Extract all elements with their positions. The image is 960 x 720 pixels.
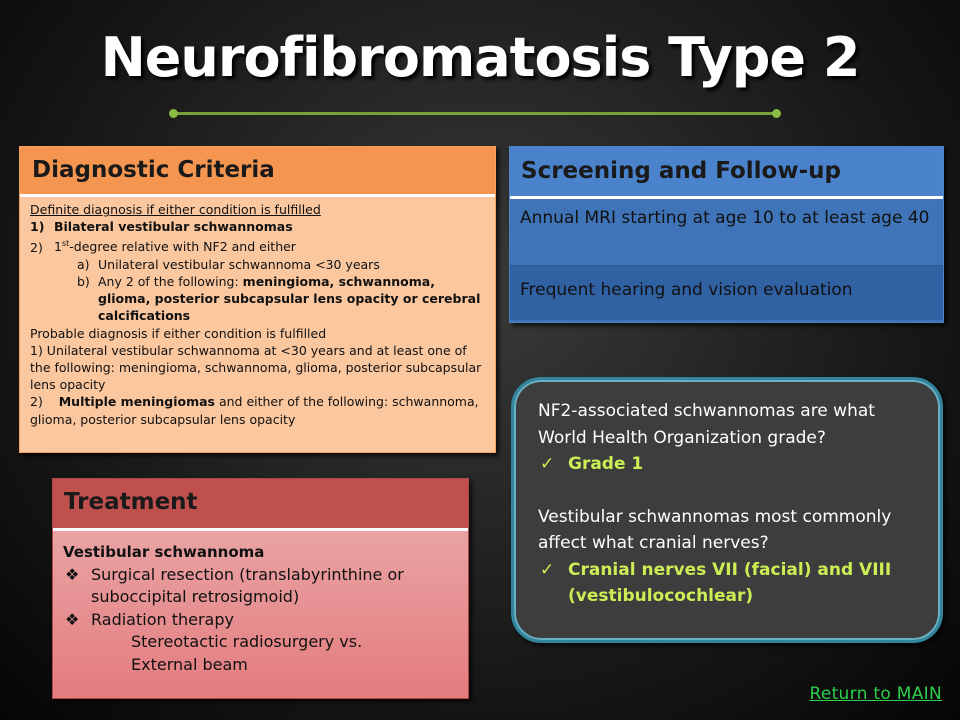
check-icon: ✓ — [540, 454, 555, 474]
quiz-question-2: Vestibular schwannomas most commonly affect what cranial nerves? — [538, 506, 892, 553]
page-title: Neurofibromatosis Type 2 — [100, 26, 860, 89]
treatment-subheading: Vestibular schwannoma — [63, 543, 265, 561]
quiz-answer-2: ✓ Cranial nerves VII (facial) and VIII (vestibulocochlear) — [538, 557, 928, 610]
screening-panel — [509, 146, 944, 323]
radiation-option-2: External beam — [131, 654, 248, 674]
diagnostic-criteria-panel — [19, 146, 496, 453]
screening-row-mri: Annual MRI starting at age 10 to at least age 40 — [510, 199, 943, 267]
criterion-2b: b) Any 2 of the following: meningioma, schwannoma, glioma, posterior subcapsular lens opacity or cerebral calcifications — [77, 273, 481, 324]
treatment-heading: Treatment — [53, 479, 468, 531]
criterion-1: 1) Bilateral vestibular schwannomas — [30, 219, 293, 235]
quiz-answer-1: ✓ Grade 1 — [538, 451, 928, 478]
screening-heading: Screening and Follow-up — [510, 147, 943, 199]
quiz-question-1: NF2-associated schwannomas are what World Health Organization grade? — [538, 401, 875, 448]
diamond-bullet-icon: ❖ — [65, 564, 80, 584]
probable-criterion-1: 1) Unilateral vestibular schwannoma at <30 years and at least one of the following: meningioma, schwannoma, glioma, posterior subcapsular lens opacity — [30, 342, 482, 393]
probable-criterion-2: 2) Multiple meningiomas and either of the following: schwannoma, glioma, posterior subcapsular lens opacity — [30, 394, 479, 427]
check-icon: ✓ — [540, 559, 555, 580]
diamond-bullet-icon: ❖ — [65, 609, 80, 629]
quiz-panel — [511, 377, 943, 643]
treatment-item-radiation: ❖ Radiation therapy — [63, 609, 460, 632]
treatment-panel — [52, 478, 469, 699]
definite-diagnosis-intro: Definite diagnosis if either condition is fulfilled — [30, 202, 321, 217]
radiation-option-1: Stereotactic radiosurgery vs. — [131, 632, 363, 651]
diagnostic-criteria-heading: Diagnostic Criteria — [20, 147, 495, 197]
title-divider — [171, 110, 779, 116]
criterion-2a: a) Unilateral vestibular schwannoma <30 years — [77, 256, 380, 272]
treatment-item-surgery: ❖ Surgical resection (translabyrinthine or suboccipital retrosigmoid) — [65, 564, 404, 606]
criterion-2: 2) 1st-degree relative with NF2 and either — [30, 239, 296, 255]
probable-diagnosis-intro: Probable diagnosis if either condition is fulfilled — [30, 325, 327, 341]
return-to-main-link[interactable]: Return to MAIN — [809, 684, 942, 704]
screening-row-hearing: Frequent hearing and vision evaluation — [510, 267, 943, 320]
